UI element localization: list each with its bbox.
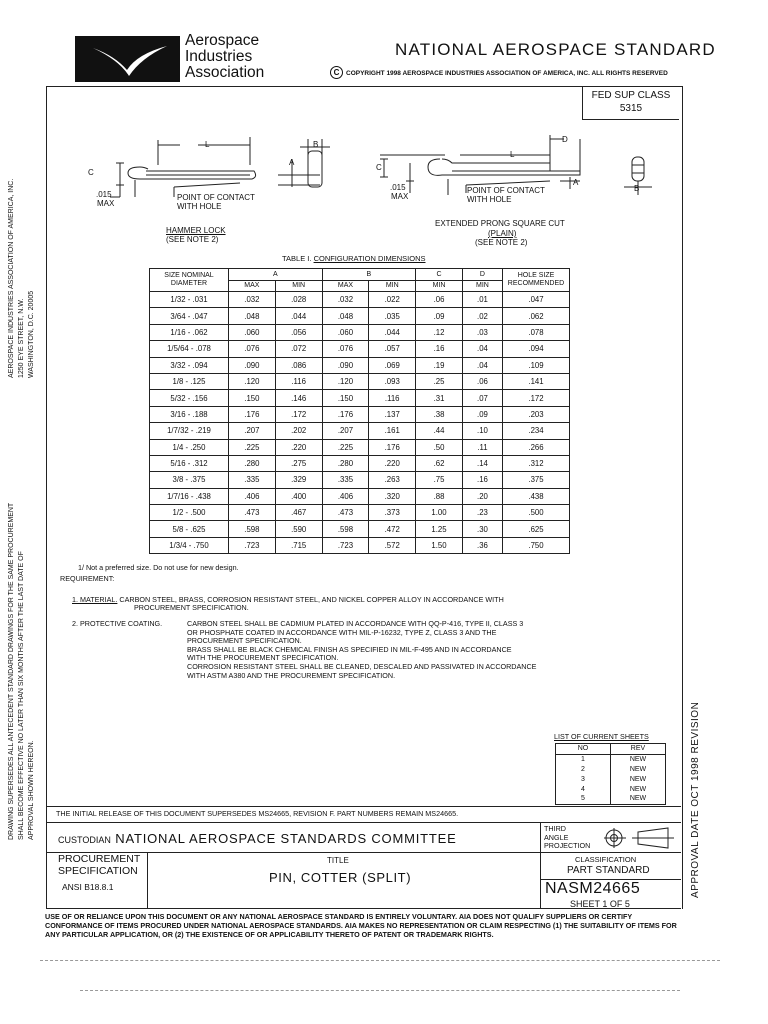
table-row [150, 406, 570, 422]
table-cell: .625 [503, 521, 570, 537]
table-cell: .078 [503, 324, 570, 340]
configuration-table [149, 268, 570, 554]
sheets-title: LIST OF CURRENT SHEETS [554, 732, 649, 741]
side-address-2: 1250 EYE STREET, N.W. [18, 298, 25, 378]
contact-label-2a: POINT OF CONTACT [467, 186, 545, 195]
col-c: C [416, 269, 463, 281]
table-cell: .07 [462, 390, 502, 406]
sheets-cell: 5 [556, 794, 611, 804]
table-cell: .207 [229, 423, 276, 439]
footnote: 1/ Not a preferred size. Do not use for new design. [78, 563, 239, 572]
table-cell: .093 [369, 373, 416, 389]
sheets-row [556, 774, 666, 784]
table-cell: .12 [416, 324, 463, 340]
table-cell: .022 [369, 292, 416, 308]
table-cell: .335 [229, 472, 276, 488]
table-cell: 1/8 - .125 [150, 373, 229, 389]
sheets-cell: 2 [556, 765, 611, 775]
custodian-line: CUSTODIAN NATIONAL AEROSPACE STANDARDS COMMITTEE [58, 831, 457, 846]
table-cell: .280 [229, 455, 276, 471]
table-cell: .116 [369, 390, 416, 406]
table-cell: .473 [229, 505, 276, 521]
table-cell: .62 [416, 455, 463, 471]
contact-label-1a: POINT OF CONTACT [177, 193, 255, 202]
col-a: A [229, 269, 323, 281]
col-c-min: MIN [416, 280, 463, 292]
table-cell: .590 [275, 521, 322, 537]
table-cell: .472 [369, 521, 416, 537]
table-cell: .047 [503, 292, 570, 308]
table-cell: .312 [503, 455, 570, 471]
table-cell: 1/5/64 - .078 [150, 341, 229, 357]
table-cell: .438 [503, 488, 570, 504]
extended-prong-note: (SEE NOTE 2) [475, 238, 528, 247]
dim-label-a1: A [289, 158, 295, 167]
table-cell: .076 [229, 341, 276, 357]
table-cell: 1.50 [416, 537, 463, 553]
sheets-row [556, 765, 666, 775]
approval-date: APPROVAL DATE OCT 1998 REVISION [690, 701, 701, 898]
col-size: SIZE NOMINAL DIAMETER [150, 269, 229, 292]
table-cell: .31 [416, 390, 463, 406]
col-b-min: MIN [369, 280, 416, 292]
table-cell: .028 [275, 292, 322, 308]
table-cell: .723 [229, 537, 276, 553]
table-cell: .044 [275, 308, 322, 324]
sheets-cell: NEW [611, 784, 666, 794]
sheets-cell: 3 [556, 774, 611, 784]
table-cell: .090 [322, 357, 369, 373]
table-cell: .120 [322, 373, 369, 389]
table-cell: .88 [416, 488, 463, 504]
table-cell: .094 [503, 341, 570, 357]
table-cell: .373 [369, 505, 416, 521]
side-supersedes-3: APPROVAL SHOWN HEREON. [28, 740, 35, 840]
document-number: NASM24665 [545, 880, 641, 897]
table-cell: 1.00 [416, 505, 463, 521]
third-angle-projection-icon [604, 826, 676, 850]
note-2-body: CARBON STEEL SHALL BE CADMIUM PLATED IN ACCORDANCE WITH QQ-P-416, TYPE II, CLASS 3 OR PHOSPHATE COATED IN ACCORDANCE WITH MIL-P-16232, TYPE Z, CLASS 3 AND THE PROCUREMENT SPECIFICATION. BRASS SHALL BE BLACK CHEMICAL FINISH AS SPECIFIED IN MIL-F-495 AND IN ACCORDANCE WITH THE PROCUREMENT SPECIFICATION. CORROSION RESISTANT STEEL SHALL BE CLEANED, DESCALED AND PASSIVATED IN ACCORDANCE WITH ASTM A380 AND THE PROCUREMENT SPECIFICATION. [187, 619, 537, 680]
table-cell: .048 [229, 308, 276, 324]
table-cell: .263 [369, 472, 416, 488]
ansi-ref: ANSI B18.8.1 [62, 882, 114, 892]
table-cell: .11 [462, 439, 502, 455]
table-cell: .329 [275, 472, 322, 488]
table-cell: .056 [275, 324, 322, 340]
table-title: TABLE I. CONFIGURATION DIMENSIONS [282, 254, 426, 263]
table-cell: 1/2 - .500 [150, 505, 229, 521]
dim-label-c2: C [376, 163, 382, 172]
table-cell: .16 [416, 341, 463, 357]
table-cell: .172 [503, 390, 570, 406]
note-1-cont: PROCUREMENT SPECIFICATION. [134, 603, 249, 612]
table-cell: .572 [369, 537, 416, 553]
procurement-spec: PROCUREMENT SPECIFICATION [58, 853, 141, 877]
col-hole: HOLE SIZE RECOMMENDED [503, 269, 570, 292]
sheets-cell: NEW [611, 774, 666, 784]
sheet-number: SHEET 1 OF 5 [570, 899, 630, 909]
table-cell: .032 [229, 292, 276, 308]
table-row [150, 357, 570, 373]
table-cell: .225 [229, 439, 276, 455]
document-title: PIN, COTTER (SPLIT) [269, 870, 412, 885]
table-cell: 3/8 - .375 [150, 472, 229, 488]
table-cell: .335 [322, 472, 369, 488]
table-cell: .23 [462, 505, 502, 521]
col-d-min: MIN [462, 280, 502, 292]
table-cell: .161 [369, 423, 416, 439]
table-cell: 1/4 - .250 [150, 439, 229, 455]
table-cell: .150 [229, 390, 276, 406]
extended-prong-label: EXTENDED PRONG SQUARE CUT [435, 219, 565, 228]
release-note: THE INITIAL RELEASE OF THIS DOCUMENT SUPERSEDES MS24665, REVISION F. PART NUMBERS REMAIN MS24665. [56, 809, 459, 818]
table-cell: .20 [462, 488, 502, 504]
dim-015-2: .015 [390, 183, 406, 192]
projection-label: THIRD ANGLE PROJECTION [544, 824, 591, 851]
extended-prong-plain: (PLAIN) [488, 229, 517, 238]
table-row [150, 390, 570, 406]
dim-015-1: .015 [96, 190, 112, 199]
sheets-row [556, 784, 666, 794]
table-cell: .10 [462, 423, 502, 439]
table-cell: .172 [275, 406, 322, 422]
table-cell: .076 [322, 341, 369, 357]
table-cell: .176 [369, 439, 416, 455]
table-cell: .086 [275, 357, 322, 373]
table-cell: .598 [322, 521, 369, 537]
table-cell: .035 [369, 308, 416, 324]
table-cell: .06 [416, 292, 463, 308]
table-cell: 5/8 - .625 [150, 521, 229, 537]
sheets-cell: 4 [556, 784, 611, 794]
aia-logo [75, 36, 180, 82]
table-cell: .146 [275, 390, 322, 406]
table-cell: .109 [503, 357, 570, 373]
table-cell: .467 [275, 505, 322, 521]
table-cell: .598 [229, 521, 276, 537]
sheets-col-rev: REV [611, 744, 666, 755]
classification-label: CLASSIFICATION [575, 855, 637, 864]
wings-icon [75, 36, 180, 82]
title-label: TITLE [327, 856, 349, 865]
table-cell: .75 [416, 472, 463, 488]
table-cell: .048 [322, 308, 369, 324]
table-cell: .09 [416, 308, 463, 324]
table-cell: .225 [322, 439, 369, 455]
dim-label-c1: C [88, 168, 94, 177]
table-cell: .072 [275, 341, 322, 357]
table-cell: .36 [462, 537, 502, 553]
col-a-min: MIN [275, 280, 322, 292]
table-row [150, 308, 570, 324]
table-row [150, 324, 570, 340]
side-supersedes-1: DRAWING SUPERSEDES ALL ANTECEDENT STANDARD DRAWINGS FOR THE SAME PROCUREMENT [8, 502, 15, 840]
table-cell: .202 [275, 423, 322, 439]
table-cell: .03 [462, 324, 502, 340]
table-cell: .02 [462, 308, 502, 324]
table-row [150, 472, 570, 488]
table-row [150, 537, 570, 553]
table-cell: .062 [503, 308, 570, 324]
table-cell: .04 [462, 357, 502, 373]
table-cell: .176 [322, 406, 369, 422]
table-cell: .060 [322, 324, 369, 340]
table-cell: 3/16 - .188 [150, 406, 229, 422]
table-cell: .090 [229, 357, 276, 373]
table-cell: .50 [416, 439, 463, 455]
table-cell: .069 [369, 357, 416, 373]
table-cell: .176 [229, 406, 276, 422]
table-cell: 1/3/4 - .750 [150, 537, 229, 553]
table-cell: .203 [503, 406, 570, 422]
table-cell: .220 [275, 439, 322, 455]
table-cell: .275 [275, 455, 322, 471]
table-row [150, 521, 570, 537]
dim-label-d2: D [562, 135, 568, 144]
side-address-3: WASHINGTON, D.C. 20005 [28, 290, 35, 378]
table-cell: .141 [503, 373, 570, 389]
table-cell: .406 [322, 488, 369, 504]
table-cell: .09 [462, 406, 502, 422]
requirement-heading: REQUIREMENT: [60, 574, 115, 583]
dim-max-2: MAX [391, 192, 409, 201]
copyright-icon: C [330, 66, 343, 79]
note-1: 1. MATERIAL. CARBON STEEL, BRASS, CORROSION RESISTANT STEEL, AND NICKEL COPPER ALLOY IN ACCORDANCE WITH [72, 595, 504, 604]
table-cell: .723 [322, 537, 369, 553]
col-b-max: MAX [322, 280, 369, 292]
table-cell: .320 [369, 488, 416, 504]
table-cell: .207 [322, 423, 369, 439]
table-cell: .116 [275, 373, 322, 389]
sheets-col-no: NO [556, 744, 611, 755]
table-cell: .220 [369, 455, 416, 471]
table-cell: .30 [462, 521, 502, 537]
table-cell: .19 [416, 357, 463, 373]
table-row [150, 423, 570, 439]
contact-label-1b: WITH HOLE [177, 202, 222, 211]
table-cell: 1/32 - .031 [150, 292, 229, 308]
dim-label-a2: A [573, 178, 579, 187]
col-a-max: MAX [229, 280, 276, 292]
table-cell: .01 [462, 292, 502, 308]
sheets-cell: NEW [611, 754, 666, 764]
table-row [150, 488, 570, 504]
table-cell: 1.25 [416, 521, 463, 537]
table-cell: 3/32 - .094 [150, 357, 229, 373]
table-row [150, 373, 570, 389]
side-address-1: AEROSPACE INDUSTRIES ASSOCIATION OF AMERICA, INC. [8, 178, 15, 378]
table-cell: .750 [503, 537, 570, 553]
col-b: B [322, 269, 416, 281]
table-row [150, 455, 570, 471]
table-cell: .120 [229, 373, 276, 389]
sheets-cell: NEW [611, 794, 666, 804]
table-cell: .032 [322, 292, 369, 308]
sheets-row [556, 754, 666, 764]
dim-label-l1: L [205, 140, 210, 149]
table-cell: .057 [369, 341, 416, 357]
aia-logo-text: Aerospace Industries Association [185, 32, 265, 81]
table-cell: .25 [416, 373, 463, 389]
table-row [150, 439, 570, 455]
hammer-lock-note: (SEE NOTE 2) [166, 235, 219, 244]
standard-title: NATIONAL AEROSPACE STANDARD [395, 40, 716, 59]
sheets-cell: NEW [611, 765, 666, 775]
table-cell: .14 [462, 455, 502, 471]
table-cell: .137 [369, 406, 416, 422]
dim-label-b1: B [313, 140, 319, 149]
table-cell: .375 [503, 472, 570, 488]
hammer-lock-label: HAMMER LOCK [166, 226, 226, 235]
table-cell: .266 [503, 439, 570, 455]
table-row [150, 505, 570, 521]
table-cell: .473 [322, 505, 369, 521]
table-cell: .04 [462, 341, 502, 357]
table-cell: .44 [416, 423, 463, 439]
table-cell: 5/32 - .156 [150, 390, 229, 406]
table-cell: .060 [229, 324, 276, 340]
disclaimer: USE OF OR RELIANCE UPON THIS DOCUMENT OR ANY NATIONAL AEROSPACE STANDARD IS ENTIRELY VOLUNTARY. AIA DOES NOT QUALIFY SUPPLIERS OR CERTIFY CONFORMANCE OF ITEMS PROCURED UNDER NATIONAL AEROSPACE STANDARDS. AIA MAKES NO REPRESENTATION OR CLAIM RESPECTING (1) THE SUITABILITY OF ITEMS FOR ANY PARTICULAR APPLICATION, OR (2) THE EXISTENCE OF OR APPLICABILITY THERETO OF PATENT OR TRADEMARK RIGHTS. [45, 912, 677, 939]
dim-label-l2: L [510, 150, 515, 159]
table-cell: .38 [416, 406, 463, 422]
table-row [150, 341, 570, 357]
dim-label-b2: B [634, 184, 640, 193]
sheets-table [555, 743, 666, 805]
dim-max-1: MAX [97, 199, 115, 208]
contact-label-2b: WITH HOLE [467, 195, 512, 204]
fed-sup-class-box: FED SUP CLASS 5315 [582, 87, 679, 120]
table-cell: 1/16 - .062 [150, 324, 229, 340]
sheets-cell: 1 [556, 754, 611, 764]
classification-value: PART STANDARD [567, 865, 650, 876]
sheets-row [556, 794, 666, 804]
table-cell: 1/7/32 - .219 [150, 423, 229, 439]
table-row [150, 292, 570, 308]
table-cell: .500 [503, 505, 570, 521]
table-cell: 5/16 - .312 [150, 455, 229, 471]
table-cell: 1/7/16 - .438 [150, 488, 229, 504]
table-cell: .280 [322, 455, 369, 471]
table-cell: .400 [275, 488, 322, 504]
note-2-label: 2. PROTECTIVE COATING. [72, 619, 163, 628]
table-cell: 3/64 - .047 [150, 308, 229, 324]
table-cell: .06 [462, 373, 502, 389]
table-cell: .715 [275, 537, 322, 553]
copyright-line: C COPYRIGHT 1998 AEROSPACE INDUSTRIES ASSOCIATION OF AMERICA, INC. ALL RIGHTS RESERVED [330, 66, 668, 79]
table-cell: .044 [369, 324, 416, 340]
side-supersedes-2: SHALL BECOME EFFECTIVE NO LATER THAN SIX MONTHS AFTER THE LAST DATE OF [18, 551, 25, 840]
table-cell: .150 [322, 390, 369, 406]
table-cell: .406 [229, 488, 276, 504]
col-d: D [462, 269, 502, 281]
table-cell: .234 [503, 423, 570, 439]
table-cell: .16 [462, 472, 502, 488]
